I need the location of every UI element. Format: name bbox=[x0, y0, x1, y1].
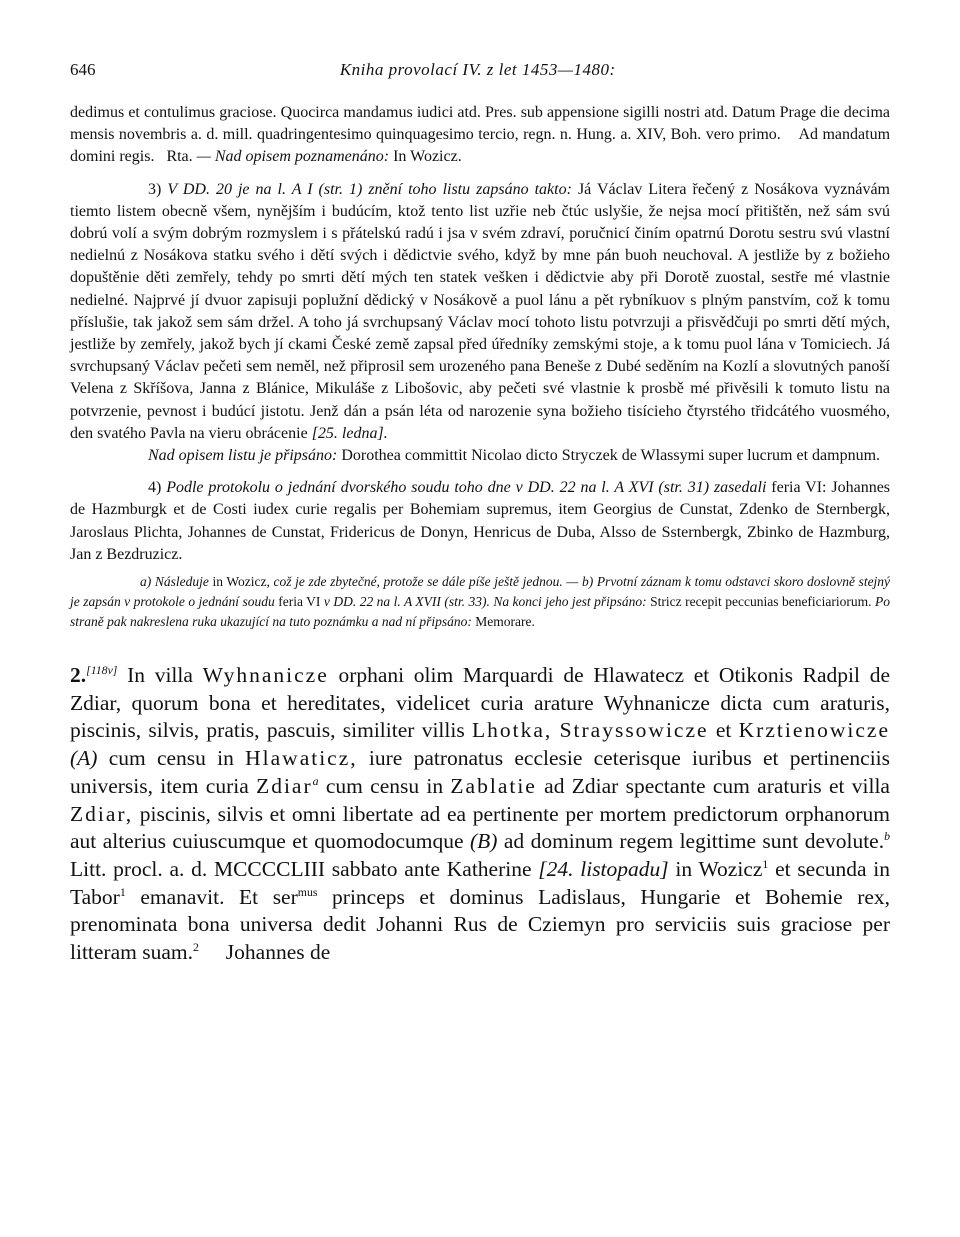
textual-notes bbox=[70, 572, 890, 632]
page-number: 646 bbox=[70, 60, 96, 79]
note-ref-a: a bbox=[312, 773, 319, 788]
siglum-b: (B) bbox=[469, 829, 498, 854]
date-24-listopadu: [24. listopadu] bbox=[538, 856, 669, 881]
main-text-11: in Wozicz bbox=[675, 856, 763, 881]
main-text-1: In villa bbox=[127, 663, 193, 688]
main-text-2: orphani olim Marquardi de Hlawatecz et Otikonis Radpil de Zdiar, quorum bona et hereditates, videlicet curia arature Wyhnanicze dicta cum araturis, piscinis, silvis, pratis, pascuis, similiter villis bbox=[70, 663, 890, 743]
note-ref-b: b bbox=[884, 829, 891, 844]
main-text-9: ad dominum regem legittime sunt devolute. bbox=[503, 829, 885, 854]
fn-intro-text: dedimus et contulimus graciose. Quocirca mandamus iudici atd. Pres. sub appensione sigilli nostri atd. Datum Prage die decima mensis novembris a. d. mill. quadringentesimo quinquagesimo tercio, regn. n. Hung. a. XIV, Boh. vero primo. bbox=[70, 104, 890, 144]
fn-intro-nad-text: In Wozicz. bbox=[393, 148, 462, 166]
note-b-text-2: Stricz recepit peccunias beneficiariorum. bbox=[650, 594, 872, 610]
main-text-7: ad Zdiar spectante cum araturis et villa bbox=[544, 773, 890, 798]
note-a-italic-2: což je zde zbytečné, protože se dále píše ještě jednou. — bbox=[273, 574, 579, 590]
footnote-3-note bbox=[70, 445, 890, 467]
fn3-date: [25. ledna]. bbox=[311, 424, 388, 442]
fn4-marker: 4) bbox=[148, 479, 162, 497]
footnote-ref-2: 2 bbox=[193, 939, 199, 954]
footnote-continuation bbox=[70, 102, 890, 169]
footnote-4 bbox=[70, 477, 890, 566]
entry-number: 2. bbox=[70, 663, 87, 688]
place-lhotka: Lhotka, bbox=[472, 718, 553, 743]
place-zdiar: Zdiar bbox=[256, 773, 313, 798]
folio-ref: [118v] bbox=[86, 662, 118, 677]
main-text-5: iure patronatus ecclesie ceterisque iuribus et pertinenciis universis, item curia bbox=[70, 746, 891, 798]
note-b-italic-2: v DD. 22 na l. A XVII (str. 33). Na konci jeho jest připsáno: bbox=[323, 594, 647, 610]
page-header bbox=[70, 60, 890, 80]
main-text-10: Litt. procl. a. d. MCCCCLIII sabbato ante Katherine bbox=[70, 856, 532, 881]
footnote-3 bbox=[70, 179, 890, 445]
footnotes-block bbox=[70, 102, 890, 566]
fn-intro-nad-label: — Nad opisem poznamenáno: bbox=[196, 148, 390, 166]
main-text-14: princeps et dominus Ladislaus, Hungarie et Bohemie rex, prenominata bona universa dedit Johanni Rus de Cziemyn pro serviciis suis graciose per litteram suam. bbox=[70, 884, 891, 965]
fn-intro-mandate: Ad mandatum domini regis. bbox=[70, 126, 891, 166]
footnote-ref-1: 1 bbox=[762, 856, 769, 871]
fn3-text: Já Václav Litera řečený z Nosákova vyznávám tiemto listem obecně všem, nynějším i budúcím, ktož tento list uzřie neb čtúc uslyšie, že nejsa mocí přitištěn, než sám svú dobrú volí a svým dobrým rozmyslem i s přátelskú radú i jsa v svém zdraví, poručnicí činím opatrnú Dorotu sestru svú vlastní nedielnú z Nosákova statku svého i dětí svých i dědictvie svého, když by mne pán buoh neuchoval. A jestliže by z božieho dopuštěnie děti zemřely, tehdy po smrti dětí mých ten statek vešken i dědictvie aby při Dorotě zuostal, sestře mé vlastnie nedielné. Najprvé jí dvuor zapisuji poplužní dědický v Nosákově a puol lánu a pět rybníkuov s plným panstvím, což k tomu příslušie, tak jakož sem sám držel. A toho já svrchupsaný Václav mocí tohoto listu potvrzuji a přisvědčuji po smrti dětí mých, jestliže by zemřely, jakož bych jí ckami České země zapsal před úředníky zemskými stoje, a k tomu puol lána v Tomiciech. Já svrchupsaný Václav pečeti sem neměl, než připrosil sem urozeného pana Beneše z Dubé seděním na Kozlí a slovutných panoší Velena z Skříšova, Janna z Blánice, Mikuláše z Libošovic, aby pečeti své vlastnie k prosbě mé přivěsili k tomuto listu na potvrzenie, pevnost i budúcí jistotu. Jenž dán a psán léta od narozenie syna božieho tisícieho čtyrstého třidcátého vuosmého, den svatého Pavla na vieru obrácenie bbox=[70, 180, 891, 442]
place-krztienowicze: Krztienowicze bbox=[738, 718, 891, 743]
document-page bbox=[70, 60, 890, 967]
note-a-text-1: in Wozicz, bbox=[212, 574, 270, 590]
fn4-text: feria VI: Johannes de Hazmburgk et de Costi iudex curie regalis per Bohemiam supremus, item Georgius de Cunstat, Zdenko de Sternbergk, Jaroslaus Plichta, Johannes de Cunstat, Fridericus de Donyn, Henricus de Duba, Alsso de Ssternbergk, Zbinko de Hazmburg, Jan z Bezdruzicz. bbox=[70, 479, 891, 563]
main-text-3: et bbox=[715, 718, 732, 743]
fn3-reference: V DD. 20 je na l. A I (str. 1) znění toho listu zapsáno takto: bbox=[167, 180, 572, 198]
running-title: Kniha provolací IV. z let 1453—1480: bbox=[339, 60, 616, 79]
main-text-13: emanavit. Et ser bbox=[140, 884, 298, 909]
note-a-marker: a) bbox=[140, 574, 152, 590]
place-zablatie: Zablatie bbox=[450, 773, 537, 798]
main-text-15: Johannes de bbox=[225, 940, 331, 965]
note-b-italic-3: Po straně pak nakreslena ruka ukazující na tuto poznámku a nad ní připsáno: bbox=[70, 594, 891, 630]
fn3-note-label: Nad opisem listu je připsáno: bbox=[148, 447, 338, 465]
main-entry bbox=[70, 662, 890, 967]
fn-intro-rta: Rta. bbox=[166, 148, 193, 166]
place-hlawaticz: Hlawaticz, bbox=[245, 746, 358, 771]
footnote-ref-1b: 1 bbox=[119, 884, 126, 899]
note-b-marker: b) bbox=[581, 574, 594, 590]
note-b-text-3: Memorare. bbox=[475, 614, 535, 630]
note-b-italic-1: Prvotní záznam k tomu odstavci skoro doslovně stejný je zapsán v protokole o jednání soudu bbox=[70, 574, 891, 610]
siglum-a: (A) bbox=[70, 746, 98, 771]
place-zdiar-2: Zdiar, bbox=[70, 801, 134, 826]
note-b-text-1: feria VI bbox=[278, 594, 321, 610]
place-wyhnanicze: Wyhnanicze bbox=[202, 663, 329, 688]
main-text-4: cum censu in bbox=[108, 746, 234, 771]
fn3-note-text: Dorothea committit Nicolao dicto Stryczek de Wlassymi super lucrum et dampnum. bbox=[341, 447, 881, 465]
main-text-8: piscinis, silvis et omni libertate ad ea pertinente per mortem predictorum orphanorum aut alterius cuiuscumque et quomodocumque bbox=[70, 801, 891, 854]
place-strayssowicze: Strayssowicze bbox=[559, 718, 709, 743]
fn3-marker: 3) bbox=[148, 180, 162, 198]
main-text-12: et secunda in Tabor bbox=[70, 856, 891, 909]
fn4-reference: Podle protokolu o jednání dvorského soudu toho dne v DD. 22 na l. A XVI (str. 31) zasedali bbox=[166, 479, 767, 497]
abbrev-mus: mus bbox=[297, 884, 318, 899]
main-text-6: cum censu in bbox=[325, 773, 444, 798]
note-a-italic-1: Následuje bbox=[154, 574, 209, 590]
